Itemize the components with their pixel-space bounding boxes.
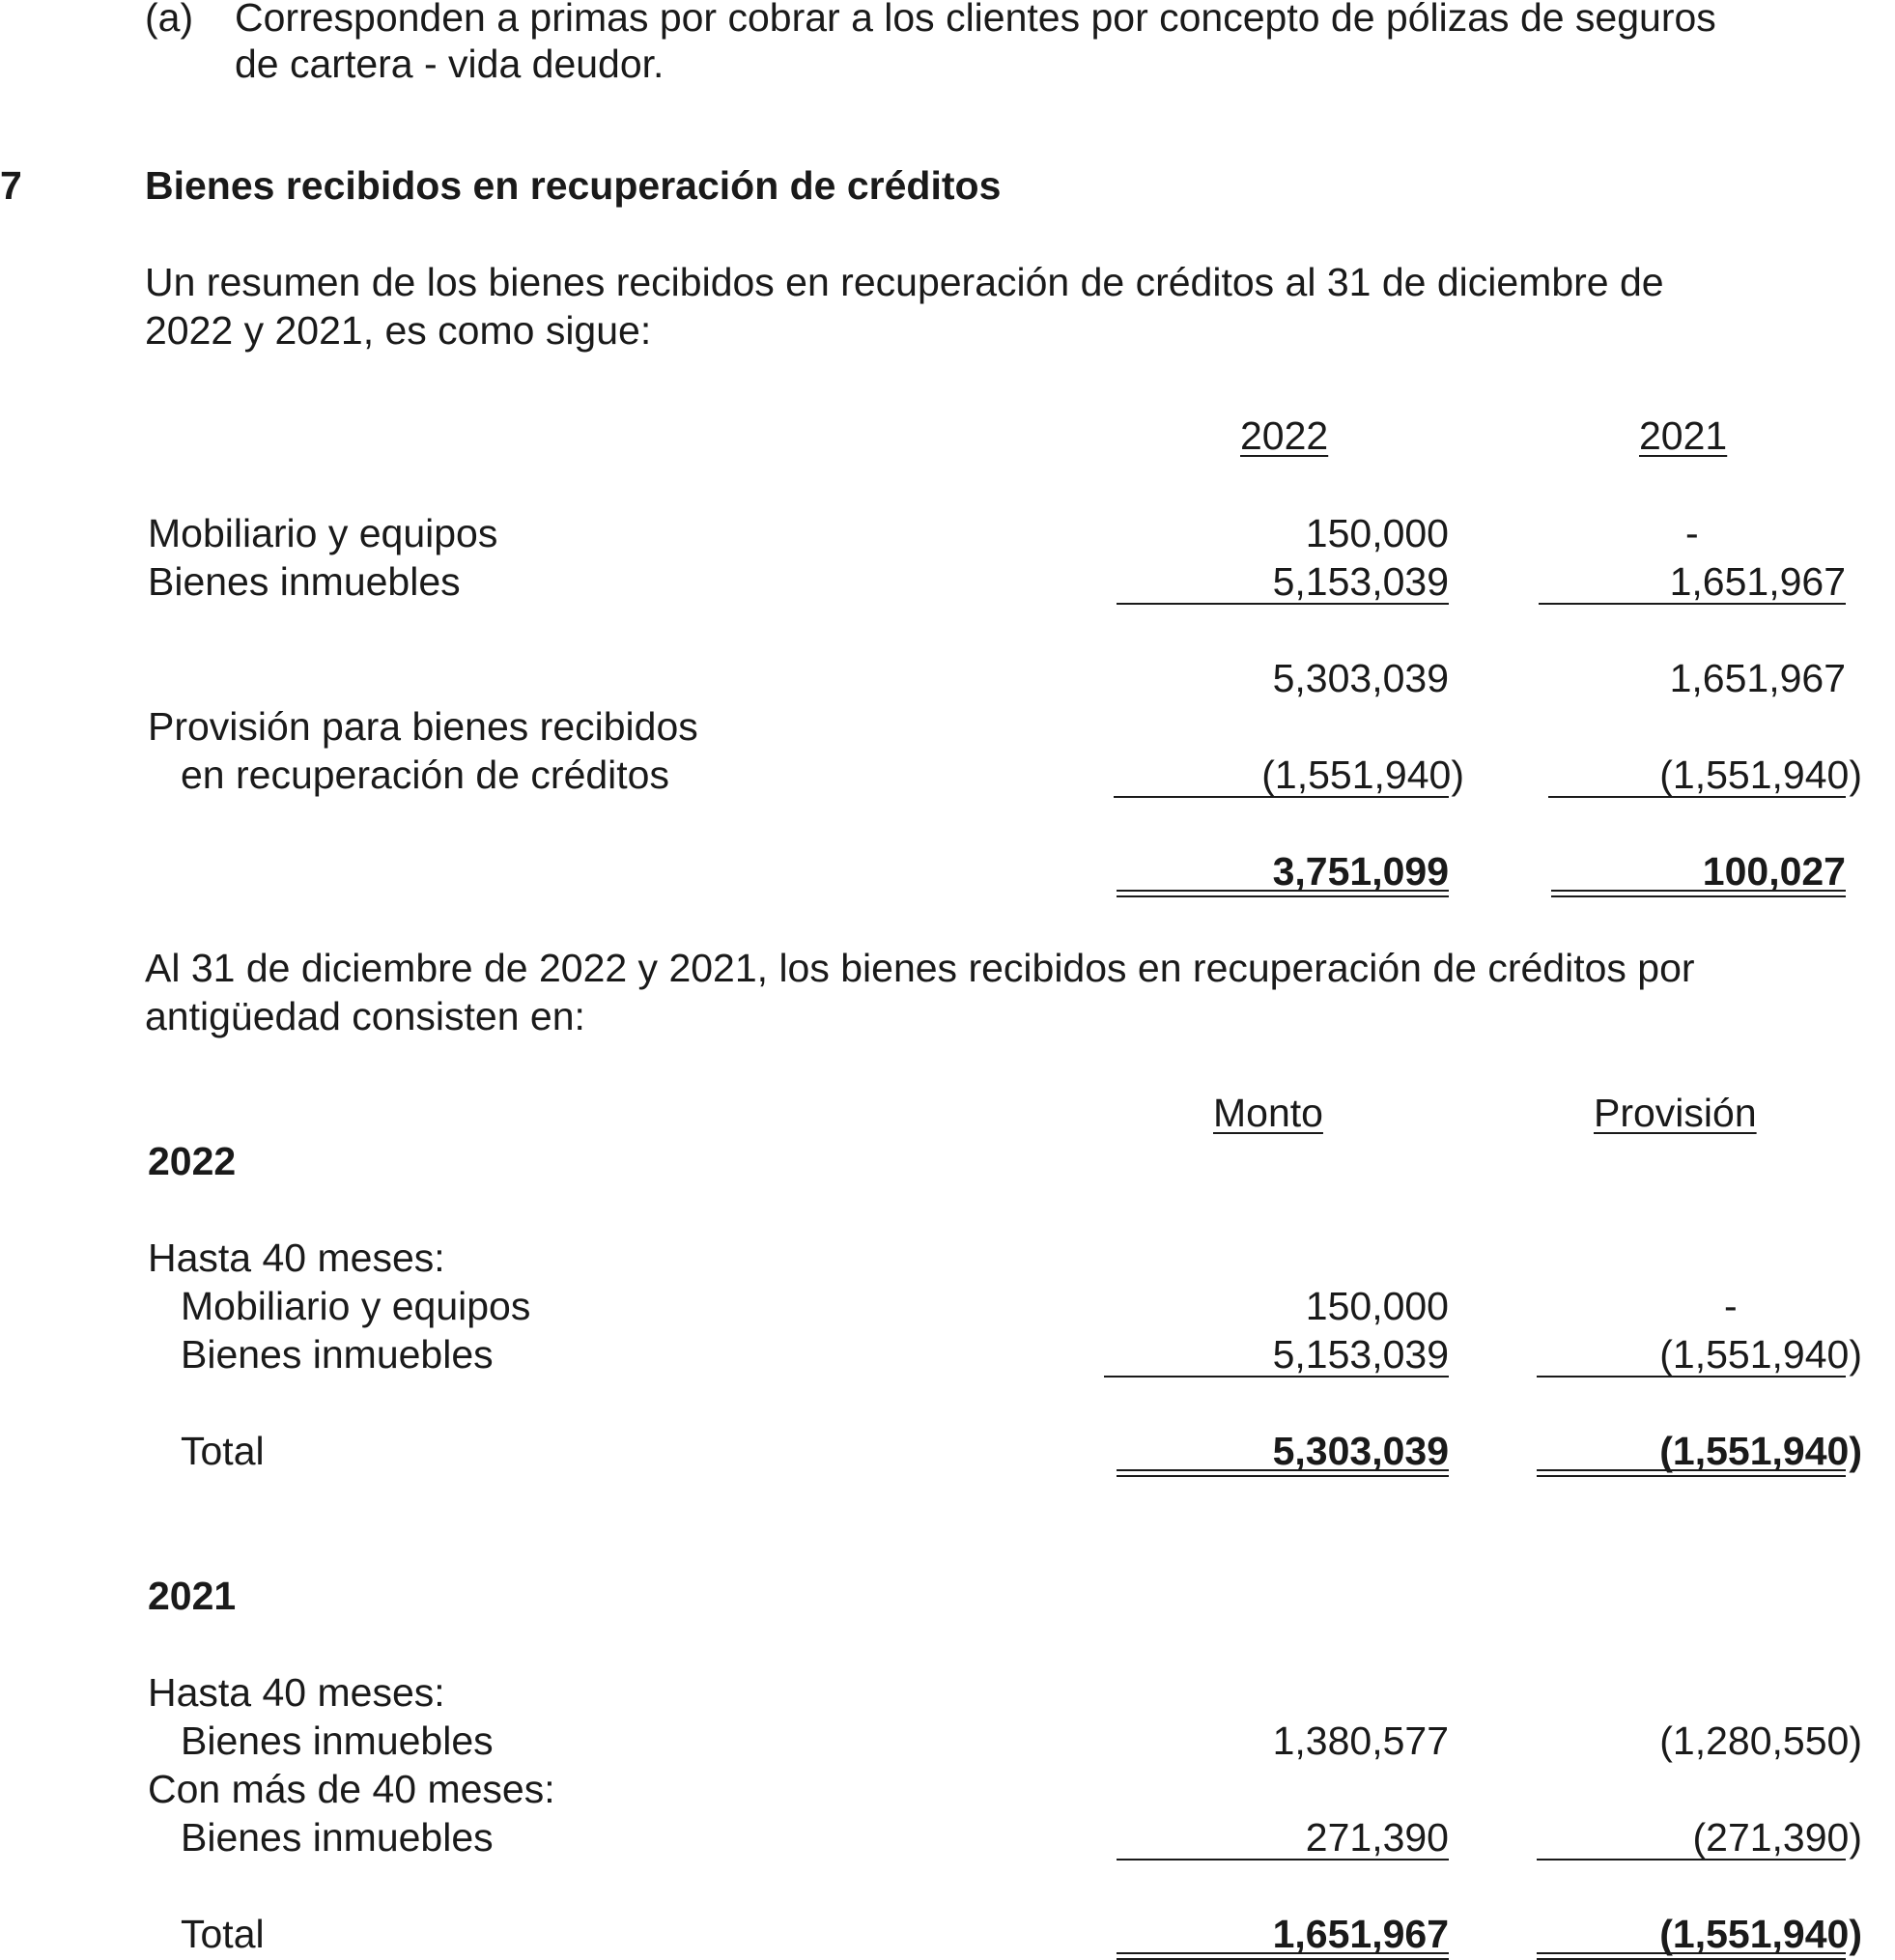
- summary-row-2022: 5,153,039: [1272, 559, 1449, 604]
- double-underline-rule: [1551, 890, 1846, 897]
- footnote-text-line1: Corresponden a primas por cobrar a los clientes por concepto de pólizas de seguros: [235, 0, 1716, 40]
- aging-row-monto: 5,153,039: [1272, 1332, 1449, 1377]
- aging-row-provision: -: [1724, 1284, 1738, 1328]
- summary-total-2022: 3,751,099: [1272, 849, 1449, 894]
- aging-row-label: Bienes inmuebles: [181, 1815, 494, 1860]
- year-heading-2022: 2022: [148, 1139, 237, 1183]
- summary-row-label: Bienes inmuebles: [148, 559, 461, 604]
- aging-row-provision: (1,551,940): [1659, 1332, 1862, 1377]
- summary-row-label: Mobiliario y equipos: [148, 511, 498, 555]
- total-label: Total: [181, 1429, 265, 1473]
- aging-row-label: Bienes inmuebles: [181, 1719, 494, 1763]
- total-monto-2021: 1,651,967: [1272, 1912, 1449, 1956]
- underline-rule: [1539, 603, 1846, 605]
- total-label: Total: [181, 1912, 265, 1956]
- double-underline-rule: [1537, 1952, 1846, 1960]
- col-header-2021: 2021: [1639, 413, 1728, 458]
- provision-2021: (1,551,940): [1659, 753, 1862, 797]
- underline-rule: [1114, 796, 1449, 798]
- underline-rule: [1548, 796, 1846, 798]
- aging-row-monto: 271,390: [1305, 1815, 1449, 1860]
- intro-line1: Un resumen de los bienes recibidos en recuperación de créditos al 31 de diciembre de: [145, 260, 1664, 304]
- col-header-monto: Monto: [1213, 1091, 1323, 1135]
- underline-rule: [1537, 1859, 1846, 1861]
- group-label: Hasta 40 meses:: [148, 1236, 445, 1280]
- aging-row-label: Bienes inmuebles: [181, 1332, 494, 1377]
- underline-rule: [1537, 1376, 1846, 1378]
- summary-total-2021: 100,027: [1702, 849, 1846, 894]
- col-header-2022: 2022: [1240, 413, 1329, 458]
- col-header-provision: Provisión: [1594, 1091, 1757, 1135]
- aging-intro-line1: Al 31 de diciembre de 2022 y 2021, los bienes recibidos en recuperación de créditos por: [145, 946, 1695, 990]
- group-label: Hasta 40 meses:: [148, 1670, 445, 1715]
- aging-row-monto: 150,000: [1305, 1284, 1449, 1328]
- intro-line2: 2022 y 2021, es como sigue:: [145, 308, 652, 353]
- section-title: Bienes recibidos en recuperación de créditos: [145, 163, 1002, 208]
- footnote-text-line2: de cartera - vida deudor.: [235, 42, 665, 86]
- double-underline-rule: [1117, 890, 1449, 897]
- year-heading-2021: 2021: [148, 1574, 237, 1618]
- summary-row-2022: 150,000: [1305, 511, 1449, 555]
- aging-row-provision: (271,390): [1692, 1815, 1862, 1860]
- section-number: 7: [0, 163, 22, 208]
- total-monto-2022: 5,303,039: [1272, 1429, 1449, 1473]
- underline-rule: [1117, 603, 1449, 605]
- total-provision-2022: (1,551,940): [1659, 1429, 1862, 1473]
- double-underline-rule: [1117, 1469, 1449, 1477]
- double-underline-rule: [1537, 1469, 1846, 1477]
- summary-subtotal-2022: 5,303,039: [1272, 656, 1449, 700]
- provision-label-line1: Provisión para bienes recibidos: [148, 704, 698, 749]
- aging-row-monto: 1,380,577: [1272, 1719, 1449, 1763]
- aging-row-provision: (1,280,550): [1659, 1719, 1862, 1763]
- aging-intro-line2: antigüedad consisten en:: [145, 994, 585, 1038]
- aging-row-label: Mobiliario y equipos: [181, 1284, 531, 1328]
- underline-rule: [1104, 1376, 1449, 1378]
- double-underline-rule: [1117, 1952, 1449, 1960]
- footnote-marker: (a): [145, 0, 194, 40]
- underline-rule: [1117, 1859, 1449, 1861]
- summary-row-2021: -: [1685, 511, 1699, 555]
- summary-subtotal-2021: 1,651,967: [1669, 656, 1846, 700]
- provision-label-line2: en recuperación de créditos: [181, 753, 669, 797]
- summary-row-2021: 1,651,967: [1669, 559, 1846, 604]
- total-provision-2021: (1,551,940): [1659, 1912, 1862, 1956]
- group-label: Con más de 40 meses:: [148, 1767, 555, 1811]
- provision-2022: (1,551,940): [1261, 753, 1464, 797]
